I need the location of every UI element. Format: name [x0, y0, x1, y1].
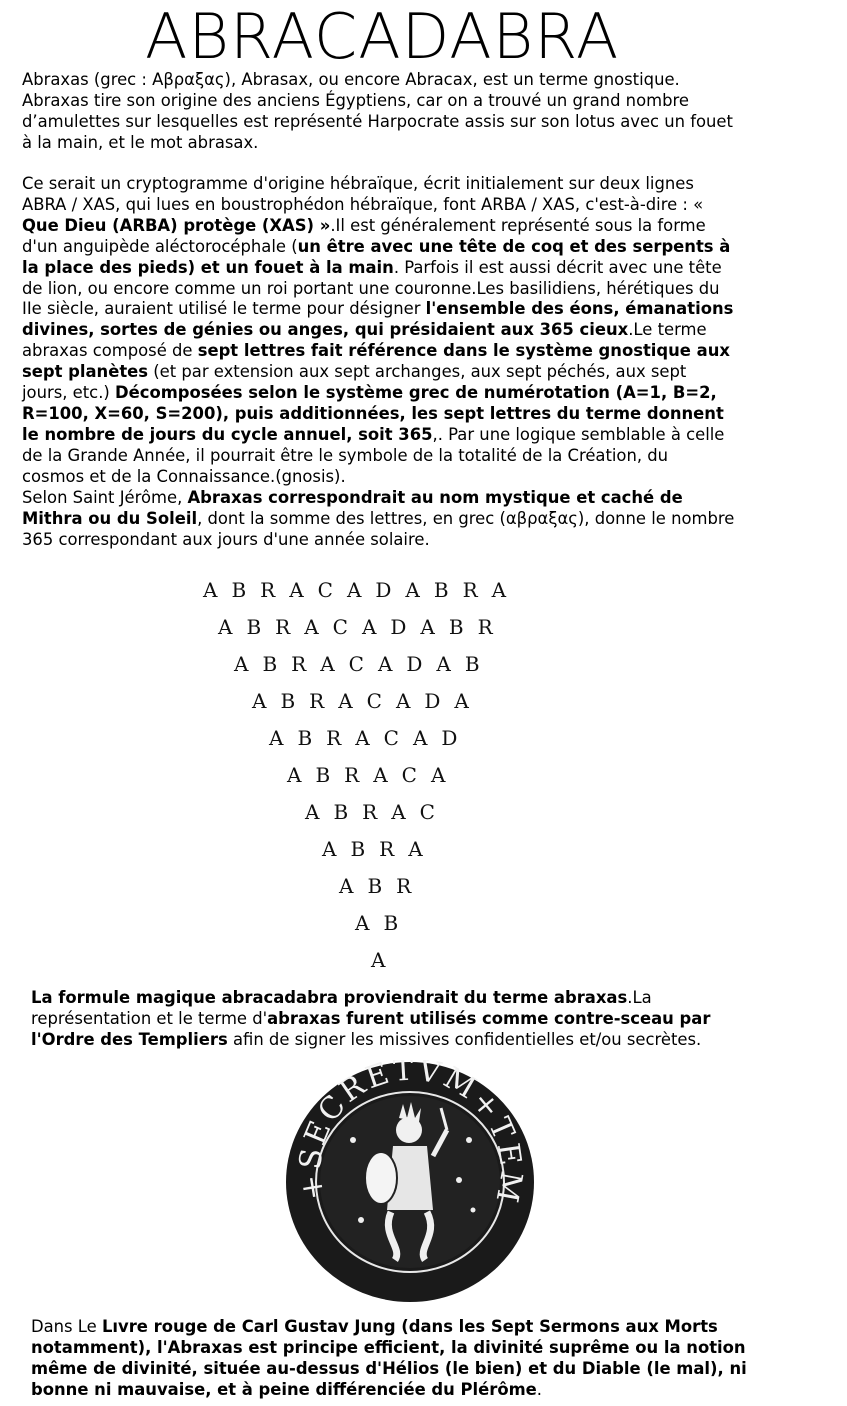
- text-run: le nombre de jours du cycle annuel, soit 365: [22, 424, 433, 444]
- text-run: Abraxas tire son origine des anciens Égyptiens, car on a trouvé un grand nombre: [22, 90, 689, 110]
- text-run: ABRA / XAS, qui lues en boustrophédon hébraïque, font ARBA / XAS, c'est-à-dire : «: [22, 194, 704, 214]
- text-run: afin de signer les missives confidentielles et/ou secrètes.: [227, 1029, 702, 1049]
- text-run: Décomposées selon le système grec de numérotation (A=1, B=2,: [115, 383, 717, 403]
- text-run: cosmos et de la Connaissance.(gnosis).: [22, 466, 346, 486]
- text-run: d’amulettes sur lesquelles est représenté Harpocrate assis sur son lotus avec un fouet: [22, 111, 733, 131]
- text-run: .Le terme: [628, 320, 707, 340]
- text-run: un être avec une tête de coq et des serpents à: [297, 236, 731, 256]
- text-run: représentation et le terme d': [31, 1008, 268, 1028]
- text-run: Lıvre rouge de Carl Gustav Jung (dans les Sept Sermons aux Morts: [101, 1317, 718, 1336]
- seal-inscription: +SECRETVM+TEM: [292, 1060, 529, 1208]
- text-run: jours, etc.): [22, 383, 116, 403]
- text-run: d'un anguipède aléctorocéphale (: [22, 236, 298, 256]
- text-run: Que Dieu (ARBA) protège (XAS) »: [22, 215, 331, 235]
- triangle-row: ABRACADAB: [234, 652, 494, 676]
- text-run: ,. Par une logique semblable à celle: [432, 424, 725, 444]
- text-run: . Parfois il est aussi décrit avec une tête: [393, 257, 722, 277]
- text-run: Dans Le: [31, 1317, 102, 1336]
- cryptogram-paragraph: [22, 174, 822, 488]
- text-run: Selon Saint Jérôme,: [22, 488, 188, 507]
- triangle-row: AB: [355, 911, 413, 935]
- triangle-row: ABRACA: [287, 763, 460, 787]
- triangle-row: ABRAC: [305, 800, 449, 824]
- text-run: bonne ni mauvaise, et à peine différenciée du Plérôme: [31, 1379, 537, 1399]
- text-run: .Il est généralement représenté sous la forme: [330, 215, 706, 235]
- triangle-row: ABRACADABR: [218, 615, 507, 639]
- intro-paragraph: [22, 70, 822, 154]
- text-run: l'ensemble des éons, émanations: [425, 299, 734, 319]
- page-title: ABRACADABRA: [145, 0, 620, 73]
- text-run: Ce serait un cryptogramme d'origine hébraïque, écrit initialement sur deux lignes: [22, 174, 694, 193]
- text-run: (et par extension aux sept archanges, aux sept péchés, aux sept: [148, 362, 687, 382]
- triangle-row: ABR: [339, 874, 426, 898]
- templars-paragraph: [31, 988, 821, 1051]
- text-run: .: [536, 1379, 543, 1399]
- text-run: IIe siècle, auraient utilisé le terme pour désigner: [22, 299, 426, 319]
- text-run: notamment), l'Abraxas est principe efficient, la divinité suprême ou la notion: [31, 1337, 746, 1357]
- text-run: abraxas furent utilisés comme contre-sceau par: [267, 1008, 711, 1028]
- jerome-paragraph: [22, 488, 822, 551]
- text-run: .La: [627, 988, 652, 1007]
- text-run: Abraxas correspondrait au nom mystique et caché de: [187, 488, 683, 507]
- abracadabra-triangle: [0, 575, 760, 975]
- text-run: l'Ordre des Templiers: [31, 1029, 228, 1049]
- text-run: Mithra ou du Soleil: [22, 508, 198, 528]
- triangle-row: ABRA: [322, 837, 437, 861]
- text-run: divines, sortes de génies ou anges, qui présidaient aux 365 cieux: [22, 320, 629, 340]
- text-run: à la main, et le mot abrasax.: [22, 132, 259, 152]
- text-run: même de divinité, située au-dessus d'Hélios (le bien) et du Diable (le mal), ni: [31, 1358, 747, 1378]
- triangle-row: ABRACADA: [252, 689, 483, 713]
- triangle-row: ABRACADABRA: [203, 578, 521, 602]
- text-run: Abraxas (grec : Αβραξας), Abrasax, ou encore Abracax, est un terme gnostique.: [22, 70, 680, 89]
- text-run: , dont la somme des lettres, en grec (αβραξας), donne le nombre: [197, 508, 735, 528]
- text-run: sept planètes: [22, 362, 149, 382]
- triangle-row: ABRACAD: [269, 726, 472, 750]
- triangle-row: A: [371, 948, 400, 972]
- text-run: de lion, ou encore comme un roi portant une couronne.Les basilidiens, hérétiques du: [22, 278, 720, 298]
- jung-paragraph: [31, 1317, 821, 1401]
- text-run: abraxas composé de: [22, 341, 198, 361]
- text-run: sept lettres fait référence dans le système gnostique aux: [197, 341, 730, 361]
- templar-seal-image: [283, 1060, 538, 1305]
- text-run: de la Grande Année, il pourrait être le symbole de la totalité de la Création, du: [22, 445, 669, 465]
- text-run: 365 correspondant aux jours d'une année solaire.: [22, 529, 430, 549]
- text-run: R=100, X=60, S=200), puis additionnées, les sept lettres du terme donnent: [22, 403, 724, 423]
- text-run: la place des pieds) et un fouet à la main: [22, 257, 394, 277]
- text-run: La formule magique abracadabra proviendrait du terme abraxas: [31, 988, 628, 1007]
